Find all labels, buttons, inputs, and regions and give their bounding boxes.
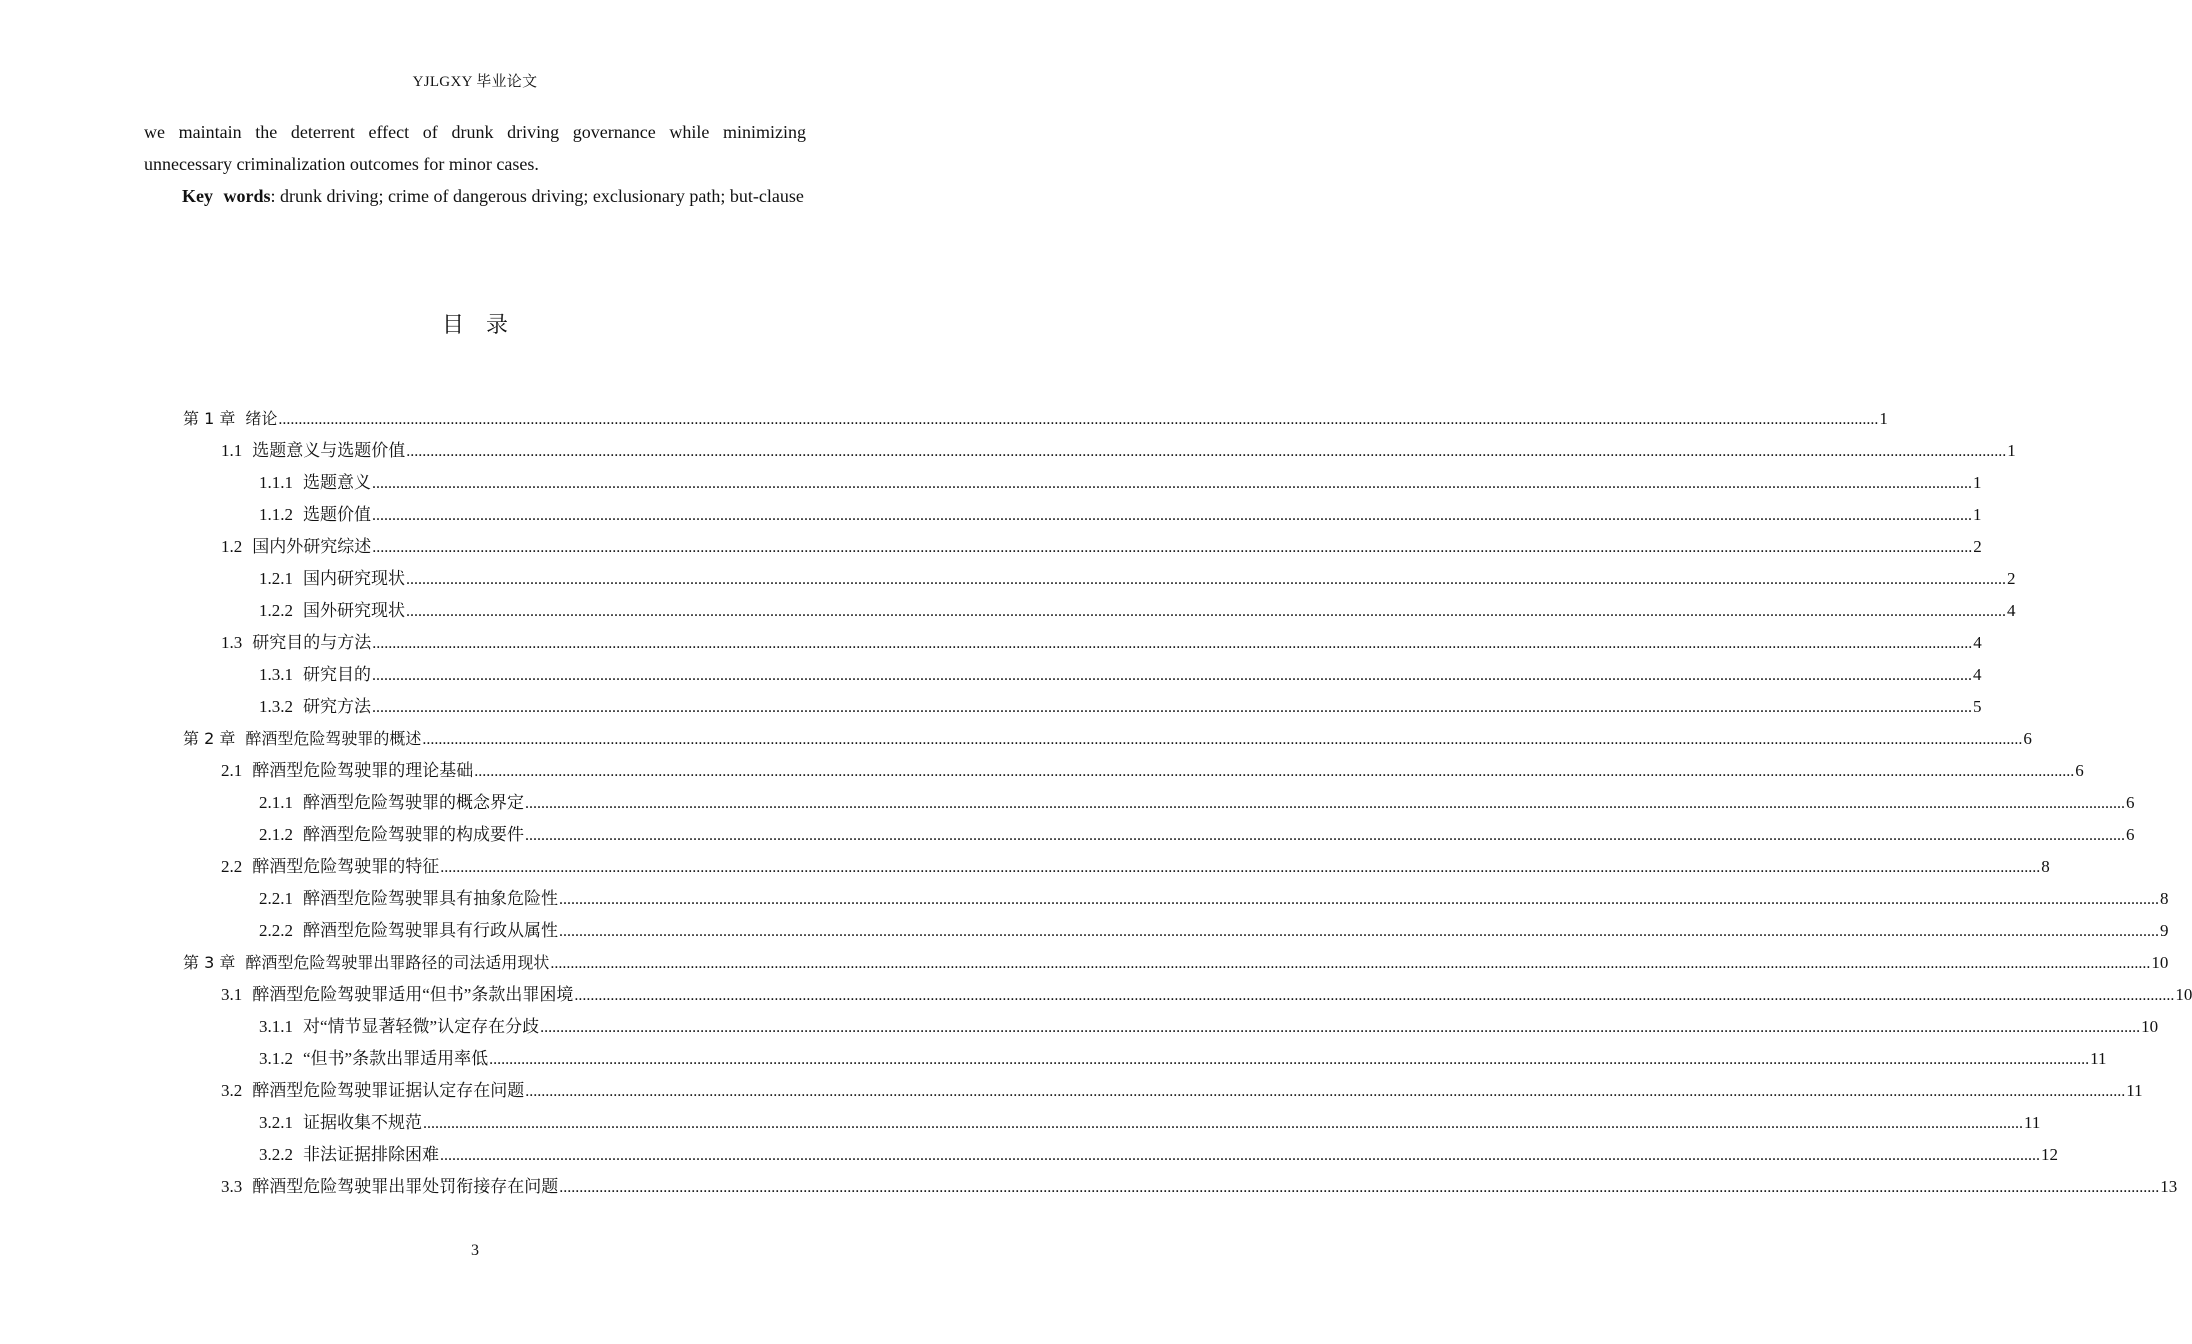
toc-entry-page: 8 xyxy=(2160,889,2169,908)
toc-entry-page: 10 xyxy=(2141,1017,2159,1036)
toc-dot-leader: ................................................................................................................................................................................................................................................................................................................................................................................................................ xyxy=(550,955,2151,972)
toc-entry-number: 3.2.1 xyxy=(259,1113,293,1132)
toc-dot-leader: ................................................................................................................................................................................................................................................................................................................................................................................................................ xyxy=(525,795,2125,812)
toc-entry[interactable] xyxy=(183,915,2169,947)
toc-entry-number: 1.3.2 xyxy=(259,697,293,716)
toc-entry-number: 2.1.2 xyxy=(259,825,293,844)
toc-entry-page: 10 xyxy=(2175,985,2192,1004)
keywords-label: Key words xyxy=(182,186,271,206)
toc-entry-title: 醉酒型危险驾驶罪出罪处罚衔接存在问题 xyxy=(252,1177,559,1196)
toc-entry-title: 醉酒型危险驾驶罪适用“但书”条款出罪困境 xyxy=(252,985,574,1004)
toc-entry-number: 1.2 xyxy=(221,537,243,556)
toc-entry-number: 第 1 章 xyxy=(183,409,236,428)
toc-entry-title: 研究目的与方法 xyxy=(252,633,372,652)
toc-entry[interactable] xyxy=(183,1043,2107,1075)
toc-entry[interactable] xyxy=(183,563,2016,595)
toc-entry-page: 1 xyxy=(1879,409,1888,428)
toc-entry[interactable] xyxy=(183,883,2169,915)
toc-dot-leader: ................................................................................................................................................................................................................................................................................................................................................................................................................ xyxy=(440,859,2041,876)
toc-entry[interactable] xyxy=(183,723,2032,755)
toc-entry-title: 醉酒型危险驾驶罪的理论基础 xyxy=(252,761,474,780)
toc-entry-title: 绪论 xyxy=(245,409,278,428)
toc-dot-leader: ................................................................................................................................................................................................................................................................................................................................................................................................................ xyxy=(559,923,2159,940)
toc-entry-number: 3.1 xyxy=(221,985,243,1004)
toc-entry-page: 6 xyxy=(2023,729,2032,748)
toc-entry[interactable] xyxy=(183,851,2050,883)
toc-entry-page: 8 xyxy=(2041,857,2050,876)
toc-entry-title: 醉酒型危险驾驶罪的概述 xyxy=(245,729,422,748)
toc-entry[interactable] xyxy=(183,1011,2159,1043)
toc-entry-page: 11 xyxy=(2126,1081,2143,1100)
toc-entry[interactable] xyxy=(183,1107,2041,1139)
toc-entry-title: 国内外研究综述 xyxy=(252,537,372,556)
toc-dot-leader: ................................................................................................................................................................................................................................................................................................................................................................................................................ xyxy=(474,763,2075,780)
toc-entry-number: 3.2.2 xyxy=(259,1145,293,1164)
toc-entry-title: 对“情节显著轻微”认定存在分歧 xyxy=(303,1017,540,1036)
toc-entry-title: 醉酒型危险驾驶罪证据认定存在问题 xyxy=(252,1081,525,1100)
toc-entry[interactable] xyxy=(183,659,1982,691)
toc-dot-leader: ................................................................................................................................................................................................................................................................................................................................................................................................................ xyxy=(525,1083,2126,1100)
toc-entry-title: 选题价值 xyxy=(303,505,371,524)
toc-entry-number: 3.1.2 xyxy=(259,1049,293,1068)
toc-entry-title: 醉酒型危险驾驶罪出罪路径的司法适用现状 xyxy=(245,953,550,972)
toc-entry-number: 3.1.1 xyxy=(259,1017,293,1036)
toc-dot-leader: ................................................................................................................................................................................................................................................................................................................................................................................................................ xyxy=(406,571,2006,588)
abstract-continuation: we maintain the deterrent effect of drunk driving governance while minimizing unnecessary criminalization outcomes for minor cases. xyxy=(144,122,806,174)
toc-entry-title: 醉酒型危险驾驶罪具有抽象危险性 xyxy=(303,889,558,908)
toc-dot-leader: ................................................................................................................................................................................................................................................................................................................................................................................................................ xyxy=(372,699,1972,716)
toc-entry-number: 3.2 xyxy=(221,1081,243,1100)
running-header: YJLGXY 毕业论文 xyxy=(412,74,538,90)
toc-entry-number: 1.1 xyxy=(221,441,243,460)
toc-entry[interactable] xyxy=(183,595,2016,627)
toc-entry-number: 第 3 章 xyxy=(183,953,236,972)
toc-dot-leader: ................................................................................................................................................................................................................................................................................................................................................................................................................ xyxy=(540,1019,2141,1036)
toc-dot-leader: ................................................................................................................................................................................................................................................................................................................................................................................................................ xyxy=(559,1179,2160,1196)
toc-entry-title: 醉酒型危险驾驶罪的特征 xyxy=(252,857,440,876)
toc-entry[interactable] xyxy=(183,499,1982,531)
toc-entry-title: 国内研究现状 xyxy=(303,569,405,588)
toc-entry-page: 6 xyxy=(2075,761,2084,780)
toc-entry-page: 1 xyxy=(1973,505,1982,524)
toc-entry-number: 1.3.1 xyxy=(259,665,293,684)
toc-dot-leader: ................................................................................................................................................................................................................................................................................................................................................................................................................ xyxy=(525,827,2125,844)
toc-entry[interactable] xyxy=(183,435,2016,467)
toc-dot-leader: ................................................................................................................................................................................................................................................................................................................................................................................................................ xyxy=(372,667,1972,684)
toc-entry-number: 1.1.2 xyxy=(259,505,293,524)
page-number: 3 xyxy=(471,1242,479,1259)
toc-entry-title: 研究目的 xyxy=(303,665,371,684)
toc-entry[interactable] xyxy=(183,531,1982,563)
toc-entry-number: 2.2.1 xyxy=(259,889,293,908)
toc-entry-number: 1.2.1 xyxy=(259,569,293,588)
toc-dot-leader: ................................................................................................................................................................................................................................................................................................................................................................................................................ xyxy=(406,443,2007,460)
toc-entry-page: 1 xyxy=(1973,473,1982,492)
toc-dot-leader: ................................................................................................................................................................................................................................................................................................................................................................................................................ xyxy=(440,1147,2040,1164)
toc-entry-title: 研究方法 xyxy=(303,697,371,716)
toc-entry-page: 2 xyxy=(1973,537,1982,556)
toc-entry[interactable] xyxy=(183,787,2135,819)
toc-entry-title: 国外研究现状 xyxy=(303,601,405,620)
toc-entry[interactable] xyxy=(183,1139,2058,1171)
keywords-paragraph xyxy=(144,180,806,212)
toc-dot-leader: ................................................................................................................................................................................................................................................................................................................................................................................................................ xyxy=(489,1051,2090,1068)
toc-entry-number: 1.2.2 xyxy=(259,601,293,620)
toc-dot-leader: ................................................................................................................................................................................................................................................................................................................................................................................................................ xyxy=(574,987,2175,1004)
toc-dot-leader: ................................................................................................................................................................................................................................................................................................................................................................................................................ xyxy=(559,891,2159,908)
toc-dot-leader: ................................................................................................................................................................................................................................................................................................................................................................................................................ xyxy=(372,475,1972,492)
toc-entry-page: 4 xyxy=(2007,601,2016,620)
toc-entry[interactable] xyxy=(183,403,1888,435)
toc-entry-page: 11 xyxy=(2090,1049,2107,1068)
toc-entry-title: 选题意义与选题价值 xyxy=(252,441,406,460)
toc-entry-number: 2.1 xyxy=(221,761,243,780)
toc-entry-page: 12 xyxy=(2041,1145,2058,1164)
toc-title: 目录 xyxy=(441,313,530,338)
toc-entry-number: 1.1.1 xyxy=(259,473,293,492)
table-of-contents xyxy=(183,403,2192,1203)
toc-entry-page: 9 xyxy=(2160,921,2169,940)
toc-entry-title: 证据收集不规范 xyxy=(303,1113,422,1132)
toc-entry-title: 醉酒型危险驾驶罪的概念界定 xyxy=(303,793,524,812)
toc-entry-page: 13 xyxy=(2160,1177,2178,1196)
toc-entry-number: 2.1.1 xyxy=(259,793,293,812)
toc-entry-number: 2.2 xyxy=(221,857,243,876)
toc-entry[interactable] xyxy=(183,947,2169,979)
toc-entry-page: 11 xyxy=(2024,1113,2041,1132)
toc-entry[interactable] xyxy=(183,627,1982,659)
toc-entry-page: 4 xyxy=(1973,633,1982,652)
toc-entry-title: 选题意义 xyxy=(303,473,371,492)
toc-entry-number: 第 2 章 xyxy=(183,729,236,748)
toc-entry-number: 1.3 xyxy=(221,633,243,652)
toc-entry[interactable] xyxy=(183,755,2084,787)
toc-dot-leader: ................................................................................................................................................................................................................................................................................................................................................................................................................ xyxy=(422,731,2023,748)
toc-entry-page: 4 xyxy=(1973,665,1982,684)
toc-entry-page: 5 xyxy=(1973,697,1982,716)
toc-dot-leader: ................................................................................................................................................................................................................................................................................................................................................................................................................ xyxy=(372,539,1973,556)
toc-dot-leader: ................................................................................................................................................................................................................................................................................................................................................................................................................ xyxy=(406,603,2006,620)
toc-entry[interactable] xyxy=(183,691,1982,723)
toc-entry-title: 醉酒型危险驾驶罪的构成要件 xyxy=(303,825,524,844)
toc-entry[interactable] xyxy=(183,1171,2178,1203)
toc-entry-number: 3.3 xyxy=(221,1177,243,1196)
toc-entry-title: “但书”条款出罪适用率低 xyxy=(303,1049,489,1068)
toc-entry-number: 2.2.2 xyxy=(259,921,293,940)
toc-entry-page: 6 xyxy=(2126,793,2135,812)
toc-entry[interactable] xyxy=(183,979,2192,1011)
toc-entry-page: 6 xyxy=(2126,825,2135,844)
keywords-text: : drunk driving; crime of dangerous driving; exclusionary path; but-clause xyxy=(270,186,804,206)
toc-dot-leader: ................................................................................................................................................................................................................................................................................................................................................................................................................ xyxy=(278,411,1879,428)
toc-dot-leader: ................................................................................................................................................................................................................................................................................................................................................................................................................ xyxy=(423,1115,2023,1132)
toc-dot-leader: ................................................................................................................................................................................................................................................................................................................................................................................................................ xyxy=(372,635,1973,652)
abstract-section xyxy=(144,116,806,212)
toc-entry-page: 2 xyxy=(2007,569,2016,588)
toc-entry-page: 1 xyxy=(2007,441,2016,460)
toc-entry-page: 10 xyxy=(2151,953,2169,972)
toc-entry[interactable] xyxy=(183,1075,2143,1107)
toc-entry[interactable] xyxy=(183,819,2135,851)
toc-entry[interactable] xyxy=(183,467,1982,499)
toc-entry-title: 醉酒型危险驾驶罪具有行政从属性 xyxy=(303,921,558,940)
toc-dot-leader: ................................................................................................................................................................................................................................................................................................................................................................................................................ xyxy=(372,507,1972,524)
toc-entry-title: 非法证据排除困难 xyxy=(303,1145,439,1164)
